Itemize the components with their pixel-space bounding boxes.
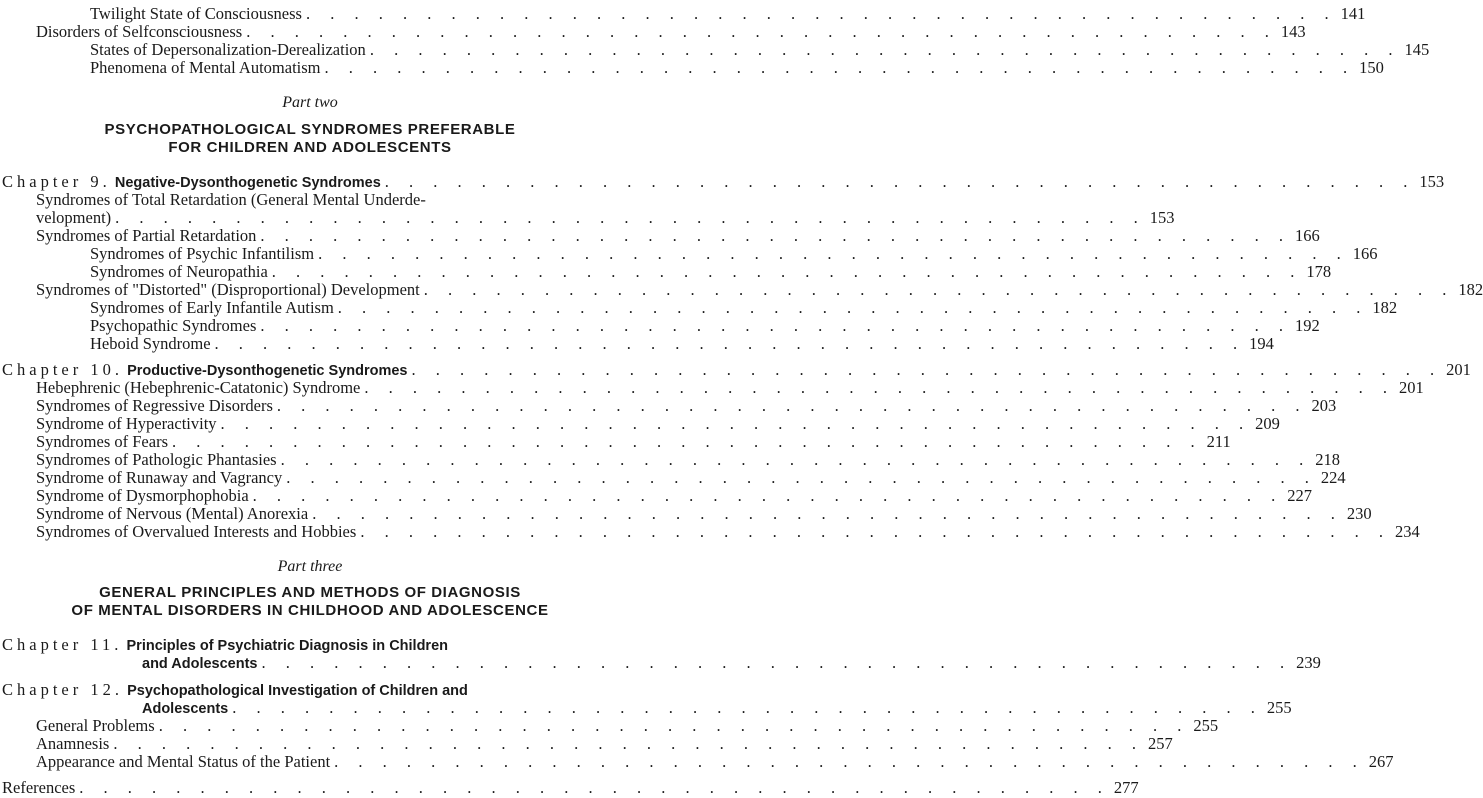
dot-leader: . . . . . . . . . . . . . . . . . . . . . . . . . . . . . . . . . . . . . . . . . . . — [115, 208, 1146, 227]
toc-entry[interactable] — [36, 522, 1420, 541]
toc-entry[interactable] — [36, 486, 1313, 505]
entry-title: Syndromes of "Distorted" (Disproportional) Development — [36, 280, 420, 299]
chapter-label: Chapter 11. — [2, 635, 123, 654]
page-number: 203 — [1311, 396, 1337, 415]
toc-entry[interactable] — [90, 244, 1378, 263]
dot-leader: . . . . . . . . . . . . . . . . . . . . . . . . . . . . . . . . . . . . . . . . . . . — [113, 734, 1144, 753]
toc-entry[interactable] — [36, 716, 1219, 735]
part-title-line: OF MENTAL DISORDERS IN CHILDHOOD AND ADOLESCENCE — [71, 602, 549, 619]
toc-entry[interactable] — [90, 298, 1398, 317]
chapter-label: Chapter 9. — [2, 172, 111, 191]
page-number: 201 — [1399, 378, 1424, 397]
page-number: 145 — [1404, 40, 1430, 59]
entry-title: Syndromes of Partial Retardation — [36, 226, 257, 245]
page-number: 192 — [1295, 316, 1320, 335]
dot-leader: . . . . . . . . . . . . . . . . . . . . . . . . . . . . . . . . . . . . . . . . . . . — [214, 334, 1246, 353]
entry-title: Disorders of Selfconsciousness — [36, 22, 243, 41]
page-number: 230 — [1346, 504, 1372, 523]
toc-entry[interactable] — [36, 396, 1337, 415]
page-number: 194 — [1249, 334, 1274, 353]
entry-title: Syndromes of Early Infantile Autism — [90, 298, 334, 317]
dot-leader: . . . . . . . . . . . . . . . . . . . . . . . . . . . . . . . . . . . . . . . . . . . — [286, 468, 1317, 487]
dot-leader: . . . . . . . . . . . . . . . . . . . . . . . . . . . . . . . . . . . . . . . . . . . — [312, 504, 1343, 523]
entry-title[interactable]: Syndromes of Total Retardation (General Mental Underde- — [36, 190, 426, 209]
page-number: 153 — [1149, 208, 1175, 227]
dot-leader: . . . . . . . . . . . . . . . . . . . . . . . . . . . . . . . . . . . . . . . . . . . — [411, 360, 1443, 379]
page-number: 166 — [1352, 244, 1378, 263]
toc-entry[interactable] — [36, 378, 1424, 397]
toc-entry-references[interactable] — [2, 778, 1139, 797]
part-label: Part two — [282, 94, 338, 111]
page-number: 182 — [1458, 280, 1483, 299]
entry-title: Syndromes of Pathologic Phantasies — [36, 450, 277, 469]
entry-title: Syndrome of Dysmorphophobia — [36, 486, 249, 505]
page-number: 227 — [1287, 486, 1313, 505]
part-title-line: GENERAL PRINCIPLES AND METHODS OF DIAGNOSIS — [99, 584, 521, 601]
entry-title: Syndromes of Overvalued Interests and Hobbies — [36, 522, 357, 541]
page-number: 201 — [1446, 360, 1471, 379]
chapter-label: Chapter 12. — [2, 680, 123, 699]
chapter-heading[interactable] — [2, 635, 448, 654]
dot-leader: . . . . . . . . . . . . . . . . . . . . . . . . . . . . . . . . . . . . . . . . . . . — [79, 778, 1110, 797]
toc-entry[interactable] — [90, 58, 1384, 77]
chapter-title: Productive-Dysonthogenetic Syndromes — [127, 363, 408, 379]
dot-leader: . . . . . . . . . . . . . . . . . . . . . . . . . . . . . . . . . . . . . . . . . . . — [260, 316, 1291, 335]
page-number: 257 — [1147, 734, 1173, 753]
entry-title: Twilight State of Consciousness — [90, 4, 302, 23]
toc-entry[interactable] — [36, 226, 1320, 245]
entry-title: Appearance and Mental Status of the Patient — [36, 752, 331, 771]
entry-title: Anamnesis — [36, 734, 110, 753]
entry-title: States of Depersonalization-Derealization — [90, 40, 366, 59]
dot-leader: . . . . . . . . . . . . . . . . . . . . . . . . . . . . . . . . . . . . . . . . . . . — [305, 4, 1337, 23]
chapter-heading[interactable] — [2, 680, 468, 699]
entry-title: Heboid Syndrome — [90, 334, 211, 353]
entry-title: Syndrome of Hyperactivity — [36, 414, 217, 433]
toc-entry[interactable] — [90, 4, 1366, 23]
page-number: 143 — [1280, 22, 1306, 41]
toc-entry[interactable] — [90, 334, 1274, 353]
toc-entry[interactable] — [90, 262, 1332, 281]
page-number: 182 — [1372, 298, 1398, 317]
dot-leader: . . . . . . . . . . . . . . . . . . . . . . . . . . . . . . . . . . . . . . . . . . . — [384, 172, 1416, 191]
chapter-label: Chapter 10. — [2, 360, 123, 379]
page-number: 239 — [1296, 653, 1321, 672]
entry-title: Syndromes of Regressive Disorders — [36, 396, 273, 415]
entry-title: Psychopathic Syndromes — [90, 316, 257, 335]
dot-leader: . . . . . . . . . . . . . . . . . . . . . . . . . . . . . . . . . . . . . . . . . . . — [171, 432, 1203, 451]
entry-title: Syndromes of Psychic Infantilism — [90, 244, 315, 263]
dot-leader: . . . . . . . . . . . . . . . . . . . . . . . . . . . . . . . . . . . . . . . . . . . — [260, 226, 1292, 245]
chapter-title: Negative-Dysonthogenetic Syndromes — [114, 175, 381, 191]
page-number: 209 — [1255, 414, 1280, 433]
page-number: 141 — [1340, 4, 1366, 23]
page-number: 153 — [1419, 172, 1445, 191]
page-number: 150 — [1359, 58, 1384, 77]
entry-title: Phenomena of Mental Automatism — [90, 58, 321, 77]
toc-entry[interactable] — [36, 450, 1340, 469]
entry-title: Syndromes of Neuropathia — [90, 262, 268, 281]
dot-leader: . . . . . . . . . . . . . . . . . . . . . . . . . . . . . . . . . . . . . . . . . . . — [318, 244, 1349, 263]
dot-leader: . . . . . . . . . . . . . . . . . . . . . . . . . . . . . . . . . . . . . . . . . . . — [324, 58, 1356, 77]
page-number: 178 — [1306, 262, 1332, 281]
dot-leader: . . . . . . . . . . . . . . . . . . . . . . . . . . . . . . . . . . . . . . . . . . . — [337, 298, 1369, 317]
entry-title: Hebephrenic (Hebephrenic-Catatonic) Syndrome — [36, 378, 361, 397]
dot-leader: . . . . . . . . . . . . . . . . . . . . . . . . . . . . . . . . . . . . . . . . . . . — [364, 378, 1395, 397]
chapter-title: Psychopathological Investigation of Children and — [127, 683, 468, 699]
dot-leader: . . . . . . . . . . . . . . . . . . . . . . . . . . . . . . . . . . . . . . . . . . . — [232, 698, 1263, 717]
part-title-line: PSYCHOPATHOLOGICAL SYNDROMES PREFERABLE — [104, 121, 516, 138]
chapter-title-continuation: and Adolescents — [142, 656, 258, 672]
toc-entry[interactable] — [142, 653, 1321, 672]
toc-entry[interactable] — [36, 752, 1394, 771]
dot-leader: . . . . . . . . . . . . . . . . . . . . . . . . . . . . . . . . . . . . . . . . . . . — [276, 396, 1308, 415]
entry-continuation: velopment) — [36, 208, 112, 227]
page-number: 267 — [1368, 752, 1394, 771]
entry-title: Syndrome of Nervous (Mental) Anorexia — [36, 504, 309, 523]
toc-entry[interactable] — [36, 22, 1306, 41]
toc-entry[interactable] — [36, 468, 1346, 487]
dot-leader: . . . . . . . . . . . . . . . . . . . . . . . . . . . . . . . . . . . . . . . . . . . — [369, 40, 1401, 59]
toc-entry[interactable] — [90, 316, 1320, 335]
dot-leader: . . . . . . . . . . . . . . . . . . . . . . . . . . . . . . . . . . . . . . . . . . . — [246, 22, 1277, 41]
entry-title: References — [2, 778, 76, 797]
toc-entry[interactable] — [36, 208, 1175, 227]
entry-title: Syndrome of Runaway and Vagrancy — [36, 468, 283, 487]
dot-leader: . . . . . . . . . . . . . . . . . . . . . . . . . . . . . . . . . . . . . . . . . . . — [158, 716, 1190, 735]
page-number: 255 — [1266, 698, 1292, 717]
toc-entry[interactable] — [142, 698, 1292, 717]
dot-leader: . . . . . . . . . . . . . . . . . . . . . . . . . . . . . . . . . . . . . . . . . . . — [280, 450, 1312, 469]
entry-title: General Problems — [36, 716, 155, 735]
toc-entry[interactable] — [90, 40, 1430, 59]
chapter-heading[interactable] — [2, 172, 1445, 191]
part-label: Part three — [277, 558, 343, 575]
toc-entry[interactable] — [36, 504, 1372, 523]
dot-leader: . . . . . . . . . . . . . . . . . . . . . . . . . . . . . . . . . . . . . . . . . . . — [423, 280, 1455, 299]
page-number: 218 — [1315, 450, 1340, 469]
dot-leader: . . . . . . . . . . . . . . . . . . . . . . . . . . . . . . . . . . . . . . . . . . . — [220, 414, 1252, 433]
page-number: 166 — [1295, 226, 1320, 245]
dot-leader: . . . . . . . . . . . . . . . . . . . . . . . . . . . . . . . . . . . . . . . . . . . — [271, 262, 1303, 281]
dot-leader: . . . . . . . . . . . . . . . . . . . . . . . . . . . . . . . . . . . . . . . . . . . — [360, 522, 1391, 541]
toc-entry[interactable] — [36, 414, 1280, 433]
toc-entry[interactable] — [36, 280, 1483, 299]
chapter-title: Principles of Psychiatric Diagnosis in Children — [126, 638, 448, 654]
dot-leader: . . . . . . . . . . . . . . . . . . . . . . . . . . . . . . . . . . . . . . . . . . . — [261, 653, 1293, 672]
page-number: 277 — [1113, 778, 1139, 797]
dot-leader: . . . . . . . . . . . . . . . . . . . . . . . . . . . . . . . . . . . . . . . . . . . — [252, 486, 1284, 505]
part-title-line: FOR CHILDREN AND ADOLESCENTS — [168, 139, 452, 156]
page-number: 234 — [1394, 522, 1420, 541]
entry-title: Syndromes of Fears — [36, 432, 168, 451]
toc-entry[interactable] — [36, 734, 1173, 753]
page-number: 211 — [1206, 432, 1231, 451]
dot-leader: . . . . . . . . . . . . . . . . . . . . . . . . . . . . . . . . . . . . . . . . . . . — [334, 752, 1365, 771]
chapter-heading[interactable] — [2, 360, 1471, 379]
page-number: 255 — [1193, 716, 1219, 735]
chapter-title-continuation: Adolescents — [142, 701, 229, 717]
page-number: 224 — [1320, 468, 1346, 487]
toc-entry[interactable] — [36, 432, 1231, 451]
